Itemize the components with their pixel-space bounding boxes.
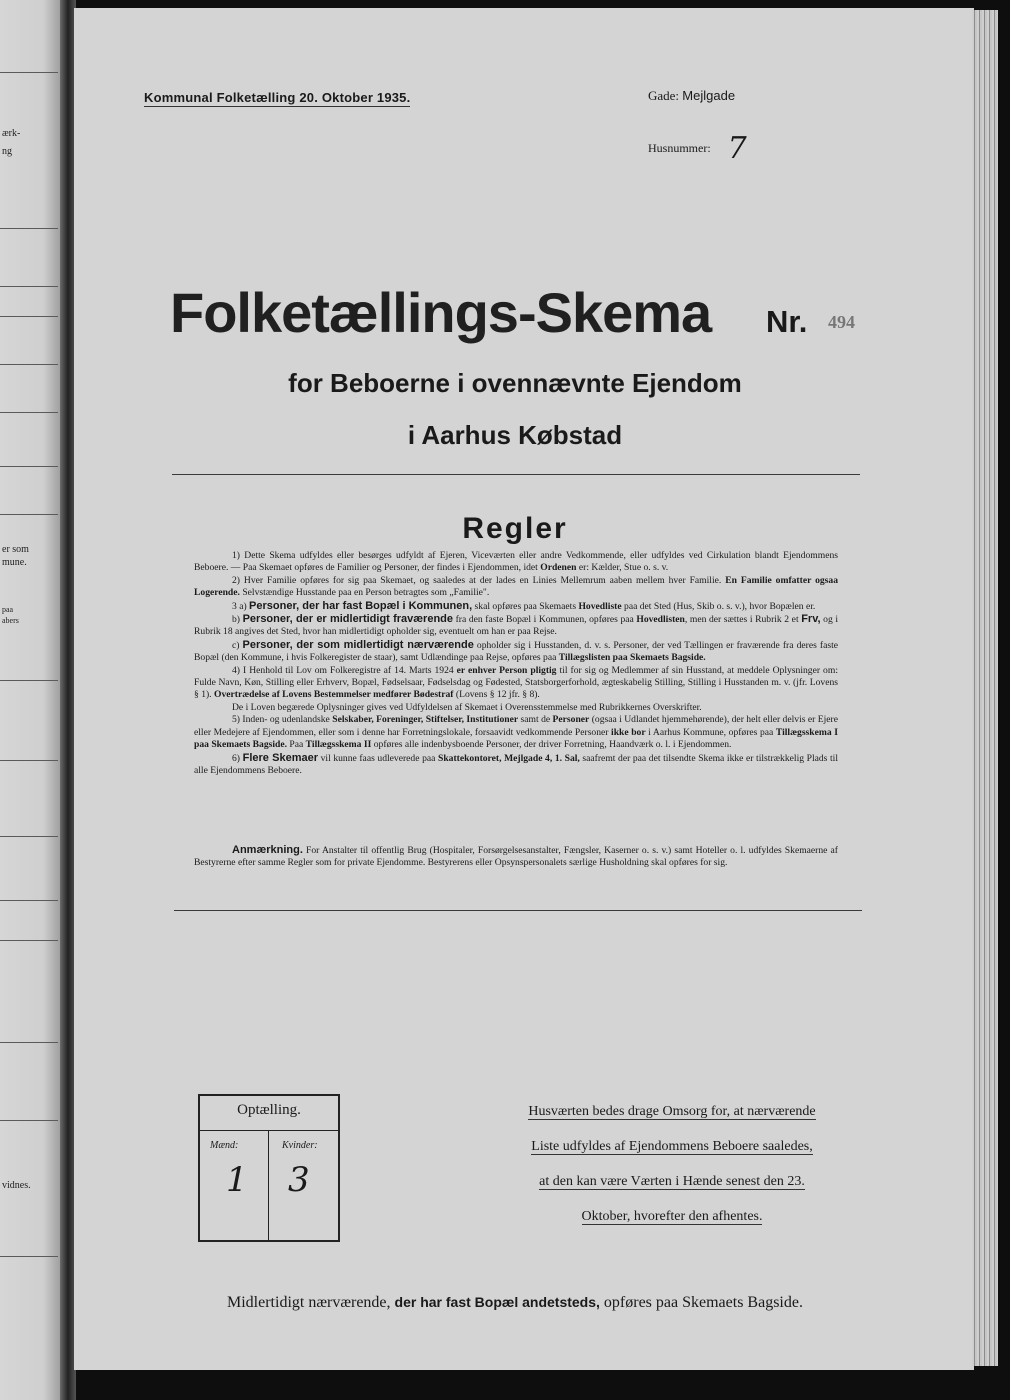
house-number-field	[648, 125, 747, 166]
rule-line	[0, 1042, 58, 1043]
rule-6: 6) Flere Skemaer vil kunne faas udleverede paa Skattekontoret, Mejlgade 4, 1. Sal, saafremt der paa det tilsendte Skema ikke er tilstrækkelig Plads til alle Ejendommens Beboere.	[194, 751, 838, 776]
rule-line	[0, 1120, 58, 1121]
rule-line	[0, 466, 58, 467]
count-box	[198, 1094, 340, 1242]
rule-line	[0, 72, 58, 73]
rules-heading: Regler	[462, 512, 568, 545]
rule-4: 4) I Henhold til Lov om Folkeregistre af 14. Marts 1924 er enhver Person pligtig til for sig og Medlemmer af sin Husstand, at meddele Oplysninger om: Fulde Navn, Køn, Stilling eller Erhverv, Bopæl, Fødselsaar, Fødselsdag og Fødested, Statsborgerforhold, ægteskabelig Stilling, Stilling i Husstanden m. v. (jfr. Lovens § 1). Overtrædelse af Lovens Bestemmelser medfører Bødestraf (Lovens § 12 jfr. § 8).	[194, 664, 838, 701]
landlord-note-line: Liste udfyldes af Ejendommens Beboere saaledes,	[531, 1139, 813, 1154]
men-count: 1	[226, 1160, 248, 1200]
rule-line	[0, 316, 58, 317]
count-box-divider	[268, 1130, 269, 1240]
divider	[172, 474, 860, 475]
rule-line	[0, 680, 58, 681]
house-number-label: Husnummer:	[648, 141, 711, 155]
form-subtitle-city: i Aarhus Købstad	[407, 420, 623, 450]
street-field	[648, 88, 735, 104]
rule-3c: c) Personer, der som midlertidigt nærværende opholder sig i Husstanden, d. v. s. Personer, der ved Tællingen er fraværende fra deres faste Bopæl (den Kommune, i hvis Folkeregister de staar), samt Udlændinge paa Rejse, opføres paa Tillægslisten paa Skemaets Bagside.	[194, 638, 838, 664]
footer-note: Midlertidigt nærværende, der har fast Bopæl andetsteds, opføres paa Skemaets Bagside.	[227, 1294, 803, 1311]
rule-line	[0, 760, 58, 761]
landlord-note-line: at den kan være Værten i Hænde senest den 23.	[539, 1174, 805, 1189]
rule-line	[0, 1256, 58, 1257]
margin-text: vidnes.	[2, 1180, 31, 1191]
margin-text: mune.	[2, 557, 27, 568]
remark-text	[194, 844, 838, 870]
divider	[174, 910, 862, 911]
rule-5: 5) Inden- og udenlandske Selskaber, Foreninger, Stiftelser, Institutioner samt de Personer (ogsaa i Udlandet hjemmehørende), der helt eller delvis er Ejere eller Medejere af Ejendommen, eller som i denne har Forretningslokale, forsaavidt vedkommende Personer ikke bor i Aarhus Kommune, opføres paa Tillægsskema I paa Skemaets Bagside. Paa Tillægsskema II opføres alle indenbysboende Personer, der driver Forretning, Haandværk o. l. i Ejendommen.	[194, 714, 838, 751]
rule-line	[0, 836, 58, 837]
margin-text: paa	[2, 605, 14, 614]
rule-line	[0, 412, 58, 413]
remark-body: For Anstalter til offentlig Brug (Hospitaler, Forsørgelsesanstalter, Fængsler, Kaserner o. s. v.) samt Hoteller o. l. udfyldes Skemaerne af Bestyrerne efter samme Regler som for private Ejendomme. Bestyrerens eller Opsynspersonalets særlige Husholdning skal opføres for sig.	[194, 845, 838, 869]
rule-line	[0, 286, 58, 287]
form-number-value: 494	[828, 312, 855, 332]
form-number-label: Nr.	[766, 304, 808, 339]
house-number-value: 7	[727, 131, 747, 166]
street-label: Gade:	[648, 88, 680, 103]
margin-text: abers	[2, 616, 19, 625]
rule-line	[0, 900, 58, 901]
landlord-note-line: Husværten bedes drage Omsorg for, at nærværende	[528, 1104, 816, 1119]
street-value: Mejlgade	[682, 88, 736, 103]
left-page-fragment	[0, 0, 62, 1400]
count-box-rule	[200, 1130, 338, 1131]
form-title: Folketællings-Skema	[170, 281, 712, 344]
page-edges	[972, 10, 998, 1366]
rule-3a: 3 a) Personer, der har fast Bopæl i Kommunen, skal opføres paa Skemaets Hovedliste paa det Sted (Hus, Skib o. s. v.), hvor Bopælen er.	[232, 599, 816, 612]
men-label: Mænd:	[210, 1140, 239, 1151]
rule-3b: b) Personer, der er midlertidigt fraværende fra den faste Bopæl i Kommunen, opføres paa Hovedlisten, men der sættes i Rubrik 2 et Frv, og i Rubrik 18 angives det Sted, hvor han midlertidigt opholder sig, eventuelt om han er paa Rejse.	[194, 613, 838, 638]
census-heading: Kommunal Folketælling 20. Oktober 1935.	[144, 90, 411, 105]
rule-1: 1) Dette Skema udfyldes eller besørges udfyldt af Ejeren, Viceværten eller andre Vedkommende, eller udfyldes ved Cirkulation blandt Ejendommens Beboere. — Paa Skemaet opføres de Familier og Personer, der findes i Ejendommen, idet Ordenen er: Kælder, Stue o. s. v.	[194, 550, 838, 574]
rule-line	[0, 940, 58, 941]
women-count: 3	[288, 1160, 310, 1200]
form-subtitle: for Beboerne i ovennævnte Ejendom	[288, 368, 742, 398]
rule-line	[0, 364, 58, 365]
remark-label: Anmærkning.	[232, 844, 303, 856]
count-box-title: Optælling.	[237, 1102, 301, 1118]
rule-line	[0, 228, 58, 229]
women-label: Kvinder:	[282, 1140, 318, 1151]
rules-text	[194, 550, 838, 777]
margin-text: er som	[2, 544, 29, 555]
landlord-note-line: Oktober, hvorefter den afhentes.	[581, 1209, 763, 1224]
margin-text: ng	[2, 146, 12, 157]
rule-2: 2) Hver Familie opføres for sig paa Skemaet, og saaledes at der lades en Linies Mellemrum aaben mellem hver Familie. En Familie omfatter ogsaa Logerende. Selvstændige Husstande paa en Person betragtes som „Familie".	[194, 574, 838, 599]
rule-4-note: De i Loven begærede Oplysninger gives ved Udfyldelsen af Skemaet i Overensstemmelse med Rubrikkernes Overskrifter.	[232, 701, 702, 713]
margin-text: ærk-	[2, 128, 21, 139]
